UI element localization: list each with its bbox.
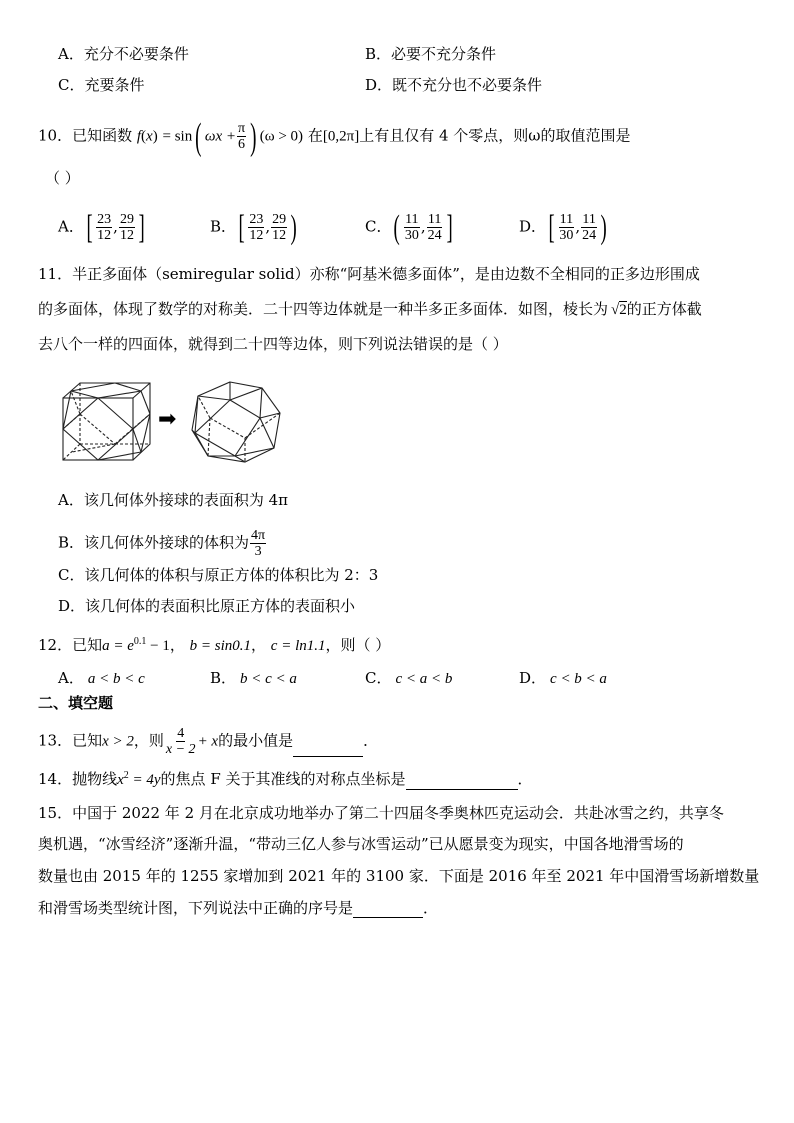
q10-answer-paren: （ ） (45, 169, 80, 187)
q12-option-d: D． c < b < a (519, 669, 607, 687)
q14-answer-blank[interactable] (406, 773, 518, 790)
q10-option-b: B．[ $\frac{23}{12}$ , $\frac{29}{12}$ ) (210, 208, 297, 246)
arrow-icon: ➡ (158, 407, 177, 432)
q11-line3: 去八个一样的四面体，就得到二十四等边体，则下列说法错误的是（ ） (38, 335, 508, 353)
q13-answer-blank[interactable] (293, 740, 363, 757)
q10-prefix: 10．已知函数 (38, 126, 133, 145)
q12-option-b: B． b < c < a (210, 669, 297, 687)
q10-func-var: x (146, 128, 153, 145)
q12-option-a: A． a < b < c (58, 669, 145, 687)
q9-option-a: A．充分不必要条件 (58, 45, 189, 63)
q9-option-c: C．充要条件 (58, 76, 145, 94)
q15-line1: 15．中国于 2022 年 2 月在北京成功地举办了第二十四届冬季奥林匹克运动会．共赴冰雪之约，共享冬 (38, 804, 724, 822)
q11-option-d: D．该几何体的表面积比原正方体的表面积小 (58, 597, 356, 615)
q11-sqrt2: 2 (619, 302, 627, 318)
cuboctahedron-figure (192, 382, 280, 462)
q15-answer-blank[interactable] (353, 901, 423, 918)
q15-line2: 奥机遇，“冰雪经济”逐渐升温，“带动三亿人参与冰雪运动”已从愿景变为现实，中国各地滑雪场的 (38, 835, 684, 853)
q12-option-c: C． c < a < b (365, 669, 453, 687)
q11-figure (60, 378, 300, 463)
q10-suffix: 上有且仅有 4 个零点，则ω的取值范围是 (359, 126, 631, 145)
q12-stem: 12．已知$a = e^{0.1} - 1$， b = sin0.1， c = ln1.1，则（ ） (38, 636, 391, 654)
q9-option-d: D．既不充分也不必要条件 (365, 76, 543, 94)
q10-pi-over-6: $\frac{\pi}{6}$ (238, 121, 246, 152)
q11-line1: 11．半正多面体（semiregular solid）亦称“阿基米德多面体”，是由边数不全相同的正多边形围成 (38, 265, 700, 283)
q11-line2: 的多面体，体现了数学的对称美．二十四等边体就是一种半多正多面体．如图，棱长为 √2的正方体截 (38, 300, 702, 318)
q13-stem: 13．已知x > 2，则 $\frac{4}{x - 2}$ + x的最小值是 ． (38, 726, 379, 757)
q10-option-c: C．( $\frac{11}{30}$ , $\frac{11}{24}$ ] (365, 208, 453, 246)
q11-option-b: B．该几何体外接球的体积为 $\frac{4\pi}{3}$ (58, 528, 266, 559)
q10-condition: (ω > 0) (259, 128, 304, 145)
q15-line3: 数量也由 2015 年的 1255 家增加到 2021 年的 3100 家．下面是 2016 年至 2021 年中国滑雪场新增数量 (38, 867, 760, 885)
q10-option-d: D．[ $\frac{11}{30}$ , $\frac{11}{24}$ ) (519, 208, 607, 246)
q10-mid: 在 (307, 126, 323, 145)
q11-option-a: A．该几何体外接球的表面积为 4π (58, 491, 289, 509)
q15-line4: 和滑雪场类型统计图，下列说法中正确的序号是 ． (38, 899, 439, 917)
q10-option-a: A．[ $\frac{23}{12}$ , $\frac{29}{12}$ ] (58, 208, 145, 246)
section-heading-fill-in: 二、填空题 (38, 694, 114, 712)
q10-stem: 10．已知函数 f(x) = sin( ωx + $\frac{\pi}{6}$ ) (ω > 0) 在[0,2π]上有且仅有 4 个零点，则ω的取值范围是 (38, 115, 631, 158)
q9-option-b: B．必要不充分条件 (365, 45, 497, 63)
q10-sin: = sin (162, 128, 193, 145)
q14-stem: 14．抛物线$x^2 = 4y$的焦点 F 关于其准线的对称点坐标是 ． (38, 770, 533, 788)
cube-with-cuts-figure (63, 383, 150, 460)
q10-omega-x: ωx + (204, 128, 236, 145)
q11-option-c: C．该几何体的体积与原正方体的体积比为 2：3 (58, 566, 379, 584)
q10-interval: 0,2π (327, 128, 355, 145)
q10-func-name: f (136, 128, 142, 145)
